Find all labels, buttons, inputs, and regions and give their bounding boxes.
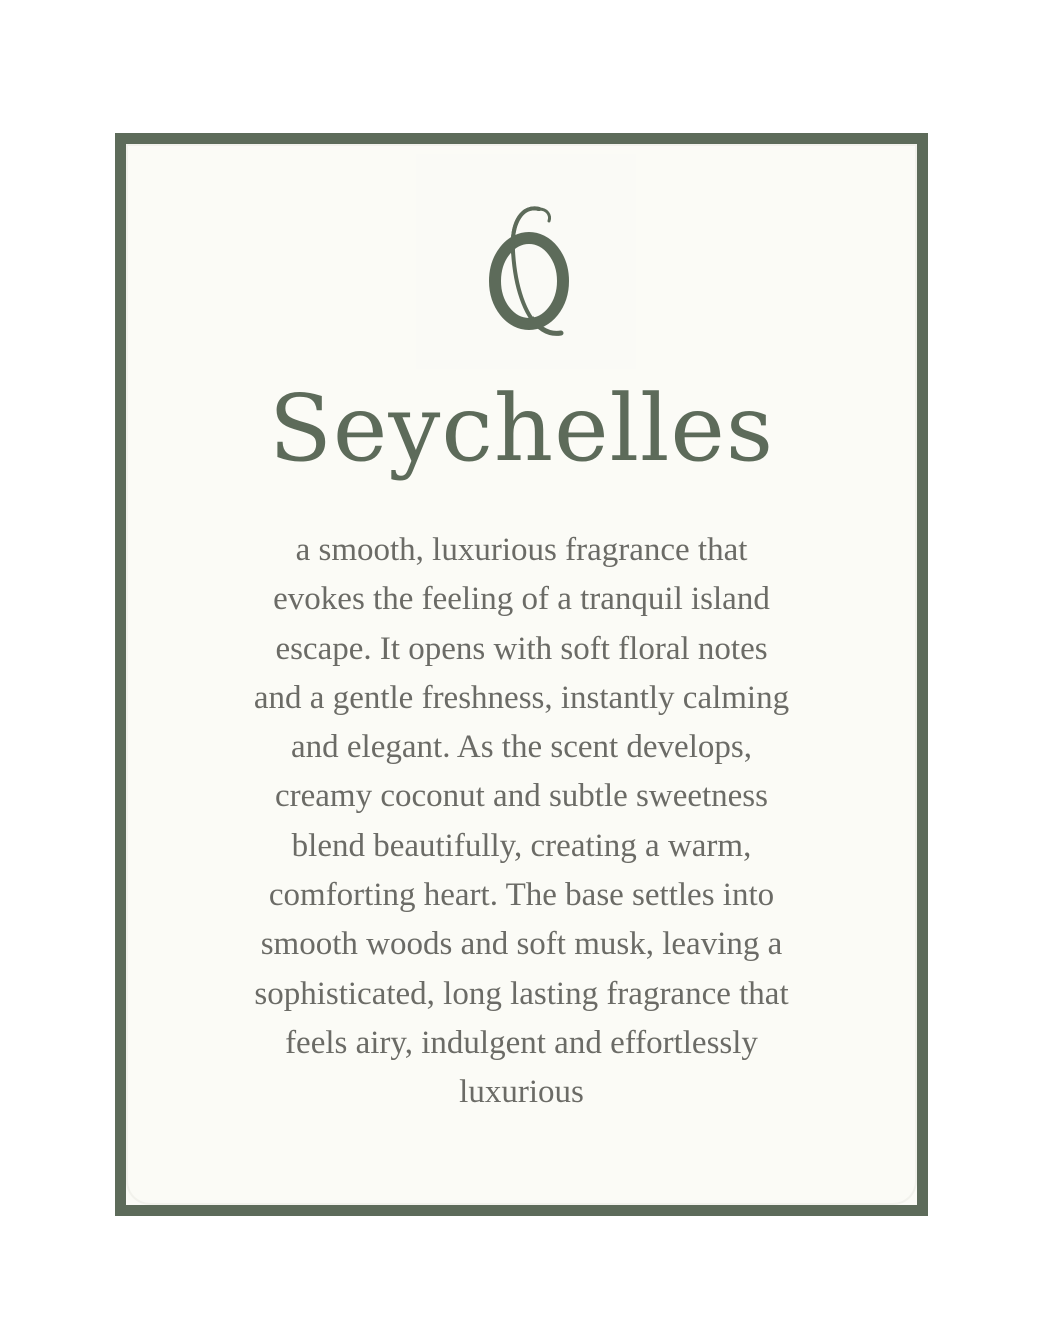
cq-monogram-logo <box>471 199 581 344</box>
card-panel <box>126 144 917 1205</box>
fragrance-title: Seychelles <box>268 375 775 482</box>
description-line: comforting heart. The base settles into <box>268 877 775 914</box>
description-line: evokes the feeling of a tranquil island <box>273 581 770 618</box>
description-line: feels airy, indulgent and effortlessly <box>285 1024 758 1061</box>
description-line: and elegant. As the scent develops, <box>291 729 752 766</box>
description-line: sophisticated, long lasting fragrance that <box>254 975 789 1012</box>
description-line: luxurious <box>459 1074 584 1111</box>
product-card <box>115 133 928 1216</box>
fragrance-description <box>196 526 847 1118</box>
description-line: a smooth, luxurious fragrance that <box>295 532 748 568</box>
description-line: and a gentle freshness, instantly calming <box>253 679 790 716</box>
description-line: blend beautifully, creating a warm, <box>291 827 752 864</box>
description-line: smooth woods and soft musk, leaving a <box>260 926 783 963</box>
description-line: escape. It opens with soft floral notes <box>275 630 768 667</box>
description-line: creamy coconut and subtle sweetness <box>274 778 768 815</box>
